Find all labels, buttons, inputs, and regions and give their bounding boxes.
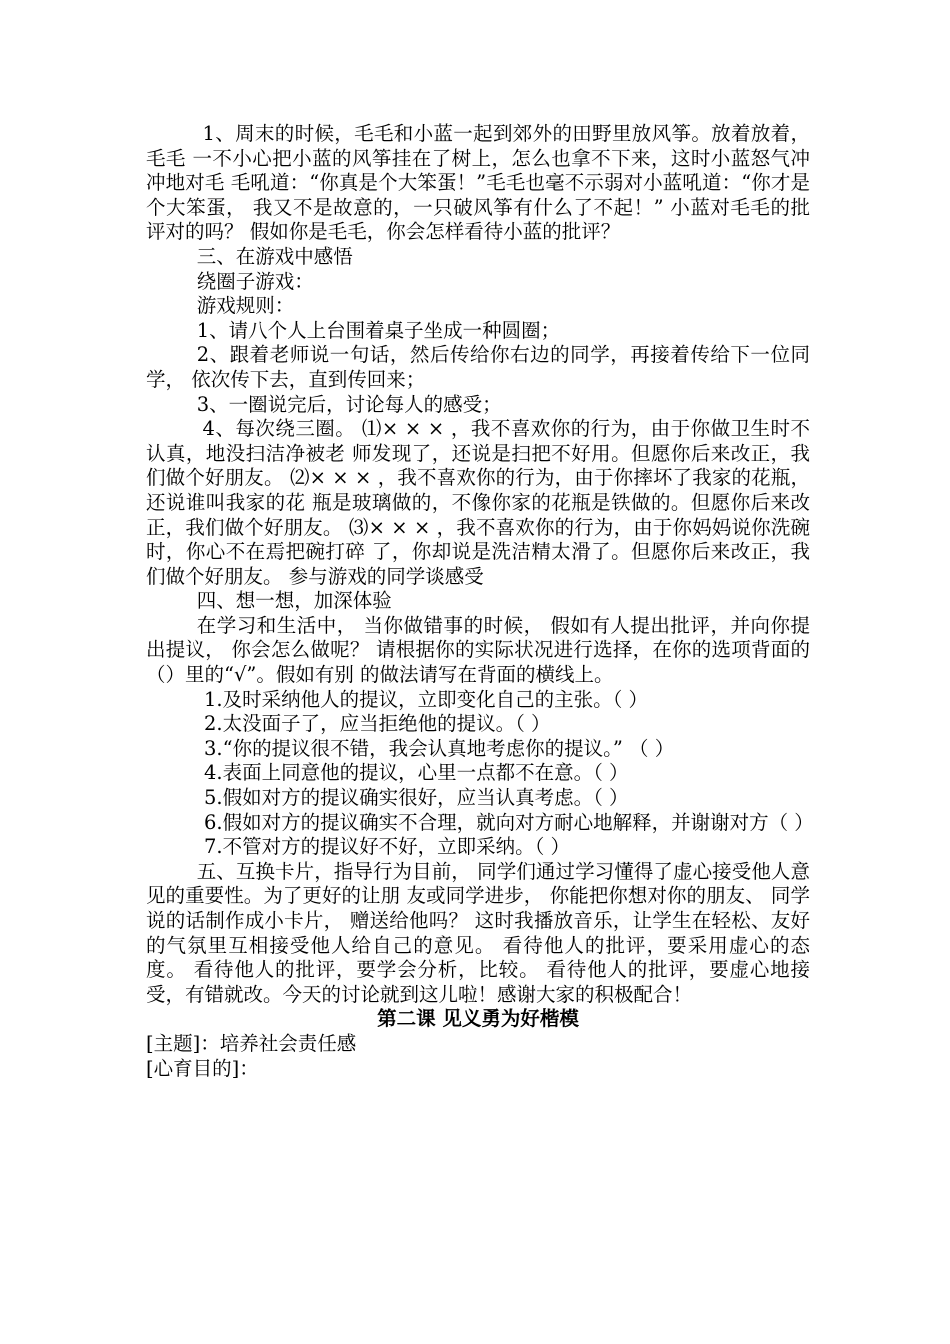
section3-title: 三、在游戏中感悟 [196, 244, 353, 268]
option-3: 3.“你的提议很不错，我会认真地考虑你的提议。” （ ） [204, 736, 675, 760]
option-7: 7.不管对方的提议好不好，立即采纳。（ ） [204, 835, 571, 859]
rule-3: 3、一圈说完后，讨论每人的感受； [196, 392, 502, 416]
story-paragraph: 1、周末的时候，毛毛和小蓝一起到郊外的田野里放风筝。放着放着，毛毛 一不小心把小蓝的风筝挂在了树上，怎么也拿不下来，这时小蓝怒气冲冲地对毛 毛吼道：“你真是个大笨蛋！”毛毛也毫不示弱对小蓝吼道：“你才是个大笨蛋， 我又不是故意的，一只破风筝有什么了不起！” 小蓝对毛毛的批评对的吗？ 假如你是毛毛，你会怎样看待小蓝的批评？ [146, 122, 810, 244]
document-page [146, 122, 814, 1081]
lesson2-theme: [主题]：培养社会责任感 [146, 1031, 357, 1055]
rules-label: 游戏规则： [196, 294, 295, 318]
section4-intro: 在学习和生活中， 当你做错事的时候， 假如有人提出批评，并向你提出提议， 你会怎么做呢？ 请根据你的实际状况进行选择，在你的选项背面的（）里的“√”。假如有别 的做法请写在背面的横线上。 [146, 613, 810, 687]
rule-4: 4、每次绕三圈。 ⑴× × × ，我不喜欢你的行为，由于你做卫生时不认真，地没扫洁净被老 师发现了，还说是扫把不好用。但愿你后来改正，我们做个好朋友。 ⑵× × × ，我不喜欢你的行为，由于你摔坏了我家的花瓶，还说谁叫我家的花 瓶是玻璃做的，不像你家的花瓶是铁做的。但愿你后来改正，我们做个好朋友。 ⑶× × × ，我不喜欢你的行为，由于你妈妈说你洗碗时，你心不在焉把碗打碎 了，你却说是洗洁精太滑了。但愿你后来改正，我们做个好朋友。 参与游戏的同学谈感受 [146, 417, 810, 588]
game-name: 绕圈子游戏： [196, 269, 314, 293]
rule-1: 1、请八个人上台围着桌子坐成一种圆圈； [196, 318, 561, 342]
section4-title: 四、想一想，加深体验 [196, 589, 392, 613]
option-6: 6.假如对方的提议确实不合理，就向对方耐心地解释，并谢谢对方（ ） [204, 810, 814, 834]
option-5: 5.假如对方的提议确实很好，应当认真考虑。（ ） [204, 786, 629, 810]
option-1: 1.及时采纳他人的提议，立即变化自己的主张。（ ） [204, 687, 649, 711]
lesson2-title: 第二课 见义勇为好楷模 [377, 1007, 579, 1031]
lesson2-goal: [心育目的]： [146, 1056, 259, 1080]
rule-2: 2、跟着老师说一句话，然后传给你右边的同学，再接着传给下一位同学， 依次传下去，直到传回来； [146, 343, 810, 391]
option-4: 4.表面上同意他的提议，心里一点都不在意。（ ） [204, 761, 629, 785]
option-2: 2.太没面子了，应当拒绝他的提议。（ ） [204, 712, 551, 736]
section5-paragraph: 五、互换卡片，指导行为目前， 同学们通过学习懂得了虚心接受他人意见的重要性。为了更好的让朋 友或同学进步， 你能把你想对你的朋友、 同学说的话制作成小卡片， 赠送给他吗？ 这时我播放音乐，让学生在轻松、友好的气氛里互相接受他人给自己的意见。 看待他人的批评，要采用虚心的态度。 看待他人的批评，要学会分析，比较。 看待他人的批评，要虚心地接受，有错就改。今天的讨论就到这儿啦！感谢大家的积极配合！ [146, 859, 810, 1006]
